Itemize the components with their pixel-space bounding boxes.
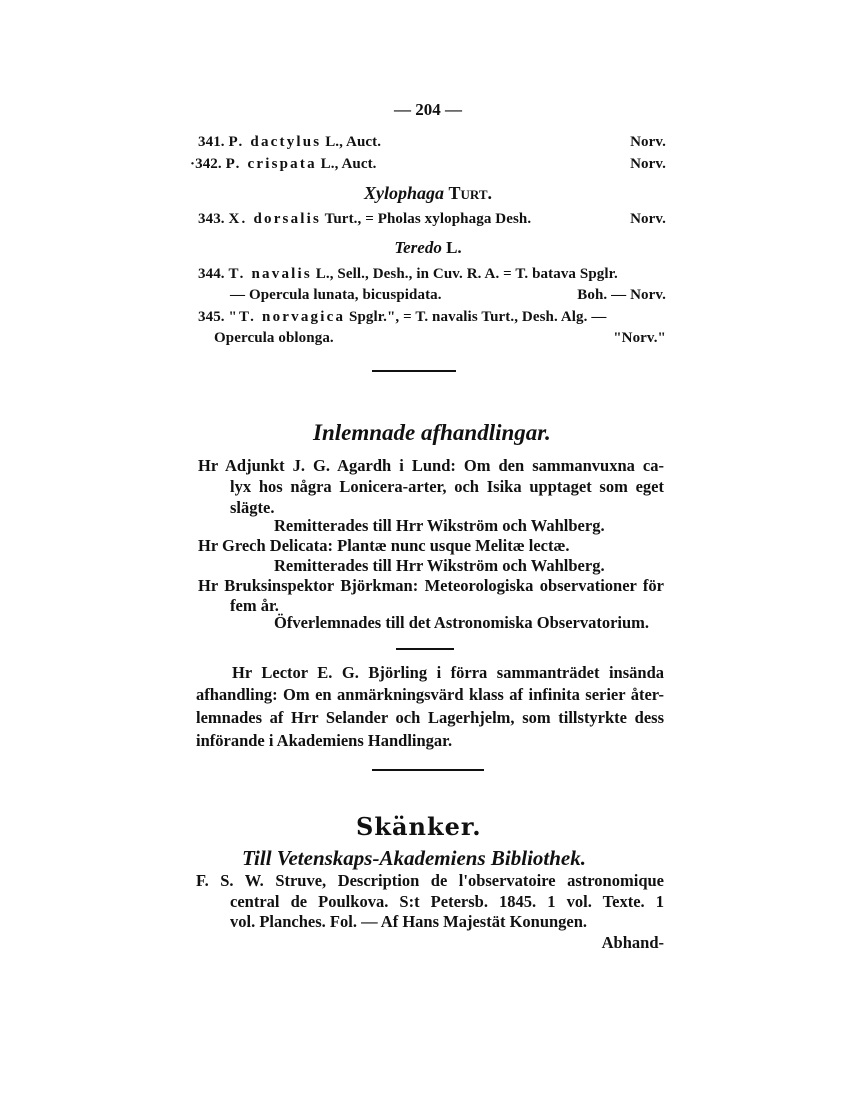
paragraph-line: F. S. W. Struve, Description de l'observatoire astronomique xyxy=(196,871,664,890)
entry-text: L., Sell., Desh., in Cuv. R. A. = T. batava Spglr. xyxy=(311,266,618,282)
locality: Boh. — Norv. xyxy=(577,287,666,303)
genus-name: Xylophaga xyxy=(363,183,444,203)
genus-name: Teredo xyxy=(394,238,442,257)
species-name: P. dactylus xyxy=(228,134,322,150)
entry-text: Turt., = Pholas xylophaga Desh. xyxy=(321,211,532,227)
species-name: P. crispata xyxy=(225,156,317,172)
genus-author: L. xyxy=(446,238,462,257)
entry-number: 343. xyxy=(198,211,225,227)
paragraph-line: afhandling: Om en anmärkningsvärd klass af infinita serier åter- xyxy=(196,685,664,704)
entry-number: 344. xyxy=(198,266,225,282)
entry-number: 341. xyxy=(198,134,225,150)
paragraph-line: central de Poulkova. S:t Petersb. 1845. 1 vol. Texte. 1 xyxy=(230,892,664,911)
remark-line: Öfverlemnades till det Astronomiska Observatorium. xyxy=(274,613,650,632)
paragraph-line: Hr Adjunkt J. G. Agardh i Lund: Om den sammanvuxna ca- xyxy=(198,456,664,475)
list-item xyxy=(198,211,531,228)
species-name: T. navalis xyxy=(228,266,312,282)
paragraph-line: Hr Grech Delicata: Plantæ nunc usque Melitæ lectæ. xyxy=(198,536,570,555)
section-title: Inlemnade afhandlingar. xyxy=(313,420,551,445)
genus-heading xyxy=(0,238,856,258)
entry-text: Opercula oblonga. xyxy=(214,330,334,346)
entry-text: L., Auct. xyxy=(316,156,377,172)
paragraph-line: Hr Bruksinspektor Björkman: Meteorologiska observationer för xyxy=(198,576,664,595)
list-item xyxy=(198,266,618,283)
paragraph-line: fem år. xyxy=(230,596,279,615)
list-item xyxy=(198,309,606,326)
divider xyxy=(372,370,456,372)
paragraph-line: lemnades af Hrr Selander och Lagerhjelm, som tillstyrkte dess xyxy=(196,708,664,727)
list-item xyxy=(198,134,381,151)
entry-text: L., Auct. xyxy=(321,134,382,150)
entry-number: ·342. xyxy=(190,156,222,172)
paragraph-line: införande i Akademiens Handlingar. xyxy=(196,731,453,750)
page-number: — 204 — xyxy=(394,100,462,119)
paragraph-line: slägte. xyxy=(230,498,275,517)
paragraph-line: lyx hos några Lonicera-arter, och Isika upptaget som eget xyxy=(230,477,664,496)
locality: Norv. xyxy=(630,156,666,172)
divider xyxy=(396,648,454,650)
list-item xyxy=(190,156,377,173)
section-subtitle: Till Vetenskaps-Akademiens Bibliothek. xyxy=(242,846,586,870)
entry-text: — Opercula lunata, bicuspidata. xyxy=(230,287,442,303)
locality: "Norv." xyxy=(613,330,666,346)
locality: Norv. xyxy=(630,134,666,150)
divider xyxy=(372,769,484,771)
entry-number: 345. xyxy=(198,309,225,325)
locality: Norv. xyxy=(630,211,666,227)
genus-author: Turt. xyxy=(448,183,492,203)
species-name: X. dorsalis xyxy=(228,211,322,227)
paragraph-line: Hr Lector E. G. Björling i förra sammanträdet insända xyxy=(232,663,664,682)
remark-line: Remitterades till Hrr Wikström och Wahlberg. xyxy=(274,516,605,535)
entry-text: Spglr.", = T. navalis Turt., Desh. Alg. — xyxy=(345,309,607,325)
species-name: "T. norvagica xyxy=(228,309,346,325)
catchword: Abhand- xyxy=(601,933,664,952)
genus-heading xyxy=(0,183,856,204)
paragraph-line: vol. Planches. Fol. — Af Hans Majestät Konungen. xyxy=(230,912,588,931)
section-title: Skänker. xyxy=(356,812,482,841)
remark-line: Remitterades till Hrr Wikström och Wahlberg. xyxy=(274,556,605,575)
